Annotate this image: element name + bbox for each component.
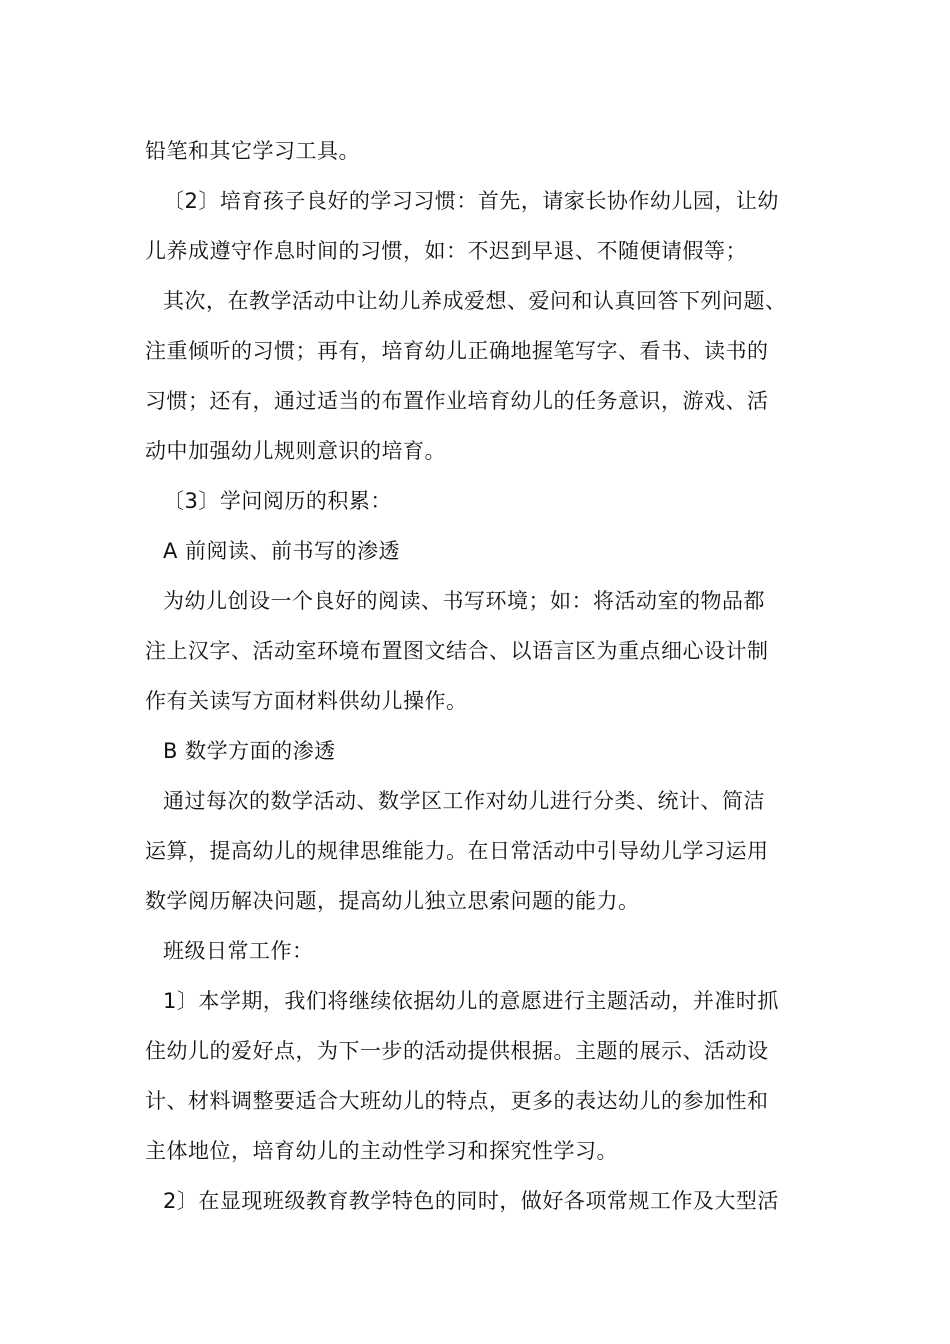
text-line-16: 数学阅历解决问题，提高幼儿独立思索问题的能力。 <box>145 889 640 913</box>
text-line-11: 注上汉字、活动室环境布置图文结合、以语言区为重点细心设计制 <box>145 639 769 663</box>
text-line-8: 〔3〕学问阅历的积累： <box>163 489 392 513</box>
text-line-12: 作有关读写方面材料供幼儿操作。 <box>145 689 468 713</box>
text-line-9: A 前阅读、前书写的渗透 <box>163 539 401 563</box>
text-line-14: 通过每次的数学活动、数学区工作对幼儿进行分类、统计、简洁 <box>163 789 765 813</box>
text-line-3: 儿养成遵守作息时间的习惯，如：不迟到早退、不随便请假等； <box>145 239 747 263</box>
text-line-6: 习惯；还有，通过适当的布置作业培育幼儿的任务意识，游戏、活 <box>145 389 769 413</box>
text-line-7: 动中加强幼儿规则意识的培育。 <box>145 439 446 463</box>
text-line-2: 〔2〕培育孩子良好的学习习惯：首先，请家长协作幼儿园，让幼 <box>163 189 779 213</box>
text-line-1: 铅笔和其它学习工具。 <box>145 139 360 163</box>
text-line-5: 注重倾听的习惯；再有，培育幼儿正确地握笔写字、看书、读书的 <box>145 339 769 363</box>
text-line-13: B 数学方面的渗透 <box>163 739 336 763</box>
text-line-10: 为幼儿创设一个良好的阅读、书写环境；如：将活动室的物品都 <box>163 589 765 613</box>
text-line-22: 2〕在显现班级教育教学特色的同时，做好各项常规工作及大型活 <box>163 1189 779 1213</box>
text-line-4: 其次，在教学活动中让幼儿养成爱想、爱问和认真回答下列问题、 <box>163 289 787 313</box>
text-line-21: 主体地位，培育幼儿的主动性学习和探究性学习。 <box>145 1139 618 1163</box>
text-line-17: 班级日常工作： <box>163 939 314 963</box>
text-line-19: 住幼儿的爱好点，为下一步的活动提供根据。主题的展示、活动设 <box>145 1039 769 1063</box>
text-line-20: 计、材料调整要适合大班幼儿的特点，更多的表达幼儿的参加性和 <box>145 1089 769 1113</box>
text-line-18: 1〕本学期，我们将继续依据幼儿的意愿进行主题活动，并准时抓 <box>163 989 779 1013</box>
text-line-15: 运算，提高幼儿的规律思维能力。在日常活动中引导幼儿学习运用 <box>145 839 769 863</box>
